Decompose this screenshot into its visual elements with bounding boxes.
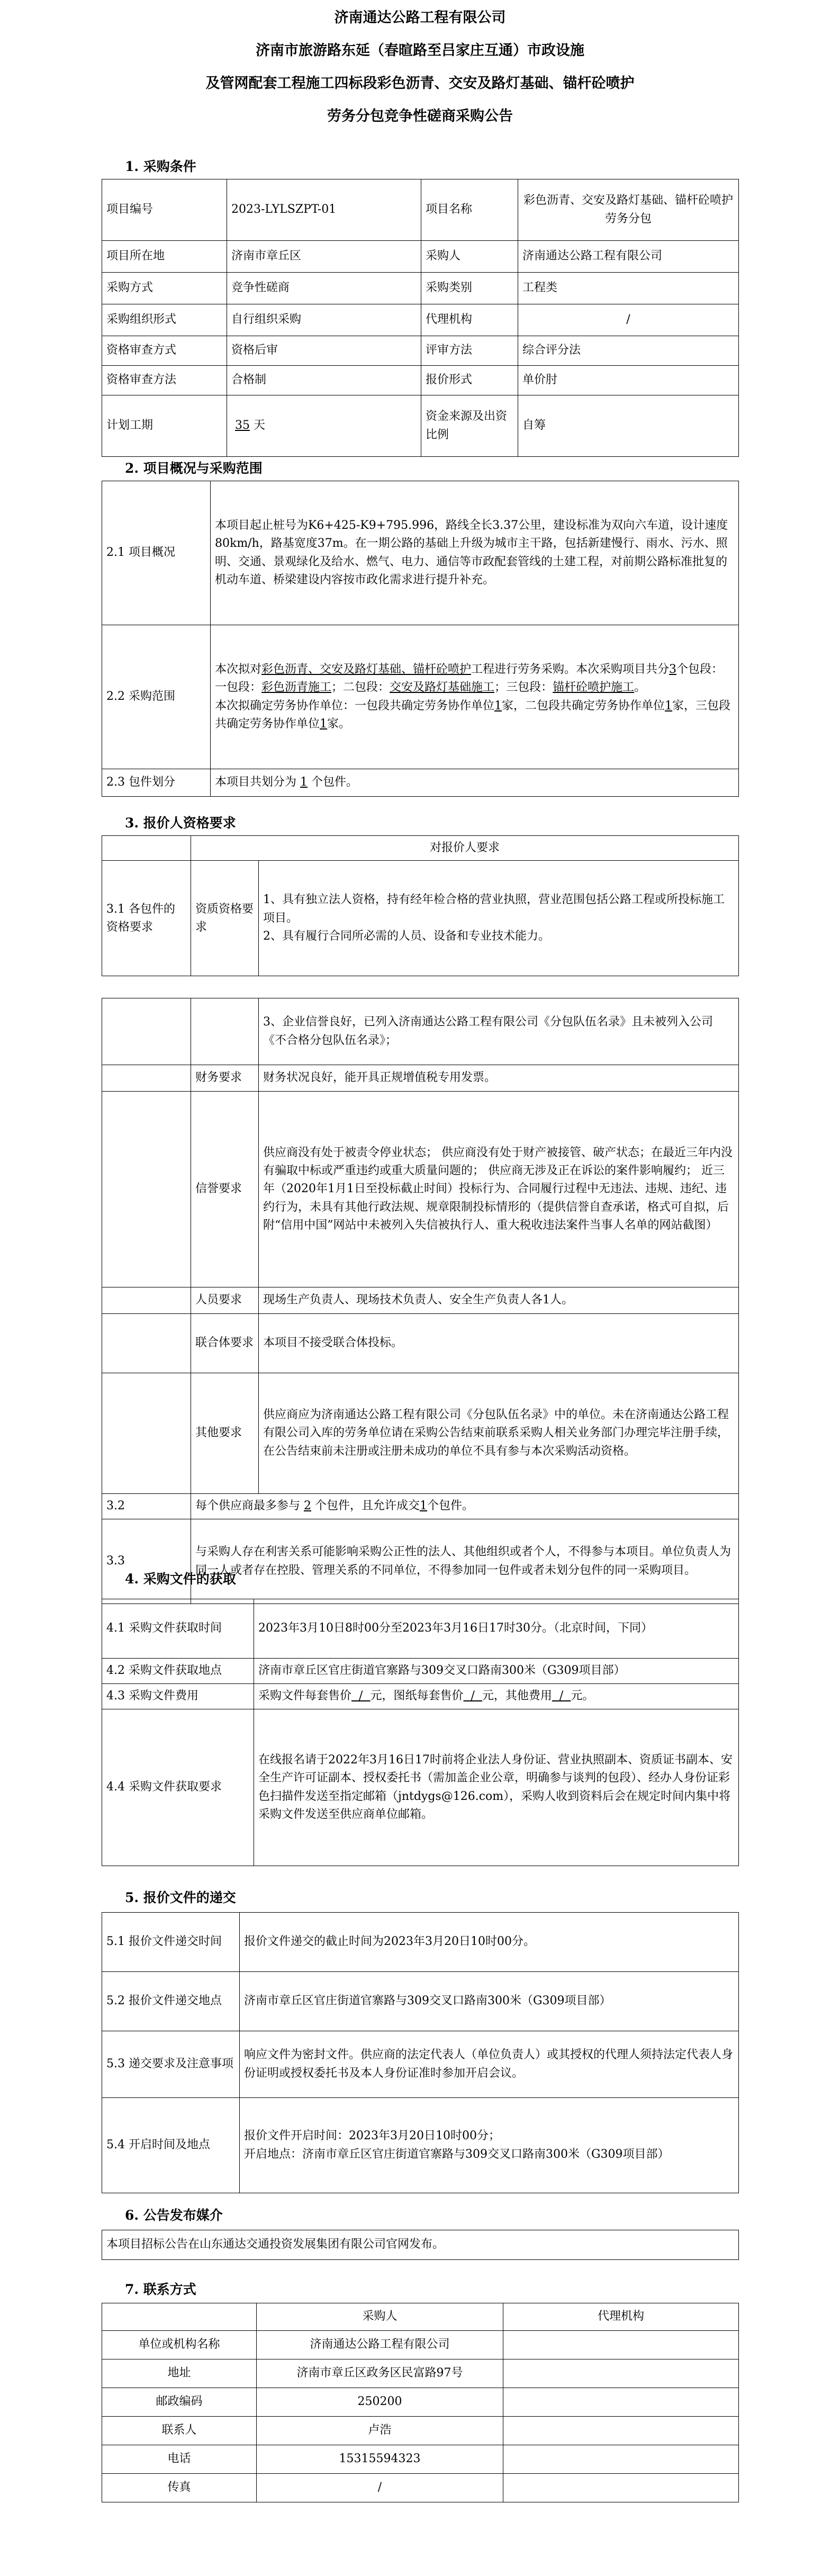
qualification-header: 对报价人要求 [191, 836, 739, 861]
opening-text [240, 2098, 739, 2193]
contact-label: 邮政编码 [102, 2388, 257, 2417]
project-overview-table [102, 481, 739, 797]
duration-cell [227, 395, 421, 457]
scope-unit-count-1: 1 [494, 699, 502, 713]
org-value: 自行组织采购 [227, 304, 421, 336]
personnel-text: 现场生产负责人、现场技术负责人、安全生产负责人各1人。 [259, 1287, 739, 1314]
contact-purchaser: 15315594323 [257, 2445, 503, 2474]
rule-3-2-text [191, 1494, 739, 1519]
scope-works: 彩色沥青、交安及路灯基础、锚杆砼喷护 [261, 663, 472, 677]
rule-text-part: 每个供应商最多参与 [195, 1499, 301, 1513]
quote-label: 报价形式 [421, 366, 518, 395]
table-row [102, 1373, 739, 1494]
document-fee-value: / [359, 1689, 363, 1703]
scope-text-part: 家。 [327, 717, 351, 731]
blank-cell [102, 1287, 191, 1314]
scope-text-part: 家，二包段共确定劳务协作单位 [502, 699, 665, 713]
contact-agency [503, 2474, 739, 2502]
rule-3-3-label: 3.3 [102, 1519, 191, 1604]
contact-agency [503, 2359, 739, 2388]
title-line-1: 济南市旅游路东延（春暄路至吕家庄互通）市政设施 [256, 42, 584, 59]
table-row [102, 366, 739, 395]
contact-table [102, 2303, 739, 2502]
blank-cell [102, 1092, 191, 1287]
location-value: 济南市章丘区 [227, 241, 421, 273]
overview-text: 本项目起止桩号为K6+425-K9+795.996，路线全长3.37公里，建设标准为双向六车道，设计速度80km/h，路基宽度37m。在一期公路的基础上升级为城市主干路，包括新建慢行、雨水、污水、照明、交通、景观绿化及给水、燃气、电力、通信等市政配套管线的土建工程，对前期公路标准批复的机动车道、桥梁建设内容按市政化需求进行提升补充。 [211, 481, 739, 625]
consortium-label: 联合体要求 [191, 1314, 259, 1373]
other-text: 供应商应为济南通达公路工程有限公司《分包队伍名录》中的单位。未在济南通达公路工程有限公司入库的劳务单位请在采购公告结束前联系采购人相关业务部门办理完毕注册手续，在公告结束前未注册或注册未成功的单位不具有参与本次采购活动资格。 [259, 1373, 739, 1494]
contact-purchaser: 济南通达公路工程有限公司 [257, 2331, 503, 2359]
project-no-label: 项目编号 [102, 179, 227, 241]
method-value: 竞争性磋商 [227, 273, 421, 304]
contact-label: 单位或机构名称 [102, 2331, 257, 2359]
table-row [102, 304, 739, 336]
table-row [102, 1599, 739, 1659]
finance-text: 财务状况良好，能开具正规增值税专用发票。 [259, 1065, 739, 1092]
submission-place: 济南市章丘区官庄街道官寨路与309交叉口路南300米（G309项目部） [240, 1972, 739, 2031]
scope-text [211, 625, 739, 769]
package-label: 2.3 包件划分 [102, 769, 211, 797]
scope-package-count: 3 [669, 663, 677, 677]
qualification-requirements [259, 861, 739, 976]
table-row [102, 1709, 739, 1866]
submission-place-label: 5.2 报价文件递交地点 [102, 1972, 240, 2031]
package-text [211, 769, 739, 797]
fee-text-part: 采购文件每套售价 [258, 1689, 352, 1703]
scope-unit-count-2: 1 [665, 699, 673, 713]
fee-text [254, 1684, 739, 1709]
table-row [102, 2303, 739, 2331]
duration-value: 35 [235, 419, 250, 433]
document-acquisition-table [102, 1599, 739, 1866]
table-row [102, 2098, 739, 2193]
scope-text-part: 家，三包段共确定劳务协作单位 [215, 699, 731, 731]
scope-text-part: ；二包段： [331, 681, 390, 695]
contact-label: 传真 [102, 2474, 257, 2502]
drawing-fee [463, 1689, 482, 1703]
quote-value: 单价肘 [518, 366, 739, 395]
duration-label: 计划工期 [102, 395, 227, 457]
purchaser-label: 采购人 [421, 241, 518, 273]
agency-label: 代理机构 [421, 304, 518, 336]
qualification-sub-label: 资质资格要求 [191, 861, 259, 976]
opening-place: 开启地点：济南市章丘区官庄街道官寨路与309交叉口路南300米（G309项目部） [244, 2147, 670, 2161]
scope-text-part: 本次拟对 [215, 663, 262, 677]
scope-package-1: 彩色沥青施工 [261, 681, 332, 695]
fee-text-part: 元。 [571, 1689, 594, 1703]
table-row [102, 2331, 739, 2359]
blank-cell [102, 836, 191, 861]
drawing-fee-value: / [471, 1689, 475, 1703]
package-count: 1 [300, 776, 308, 789]
agency-value: / [518, 304, 739, 336]
purchaser-value: 济南通达公路工程有限公司 [518, 241, 739, 273]
package-text-part: 个包件。 [311, 776, 358, 789]
table-row [102, 395, 739, 457]
rule-text-part: 个包件，且允许成交 [315, 1499, 420, 1513]
project-name-value: 彩色沥青、交安及路灯基础、锚杆砼喷护劳务分包 [518, 179, 739, 241]
contact-purchaser: 济南市章丘区政务区民富路97号 [257, 2359, 503, 2388]
method-label: 采购方式 [102, 273, 227, 304]
table-row [102, 1092, 739, 1287]
table-row [102, 1659, 739, 1684]
qualification-label: 3.1 各包件的资格要求 [102, 861, 191, 976]
qual-method-label: 资格审查方法 [102, 366, 227, 395]
scope-text-part: ；三包段： [494, 681, 553, 695]
contact-agency [503, 2417, 739, 2445]
table-row [102, 998, 739, 1065]
other-label: 其他要求 [191, 1373, 259, 1494]
qual-form-value: 资格后审 [227, 336, 421, 366]
project-no-value: 2023-LYLSZPT-01 [227, 179, 421, 241]
consortium-text: 本项目不接受联合体投标。 [259, 1314, 739, 1373]
eval-label: 评审方法 [421, 336, 518, 366]
acquisition-requirement-label: 4.4 采购文件获取要求 [102, 1709, 254, 1866]
table-row [102, 1494, 739, 1519]
table-row [102, 1519, 739, 1604]
table-row [102, 336, 739, 366]
rule-text-part: 个包件。 [427, 1499, 474, 1513]
title-line-2: 及管网配套工程施工四标段彩色沥青、交安及路灯基础、锚杆砼喷护 [205, 75, 635, 92]
table-row [102, 481, 739, 625]
table-row [102, 1972, 739, 2031]
col-purchaser: 采购人 [257, 2303, 503, 2331]
acquisition-requirement: 在线报名请于2022年3月16日17时前将企业法人身份证、营业执照副本、资质证书副本、安全生产许可证副本、授权委托书（需加盖企业公章，明确参与谈判的包段）、经办人身份证彩色扫描件发送至指定邮箱（jntdygs@126.com），采购人收到资料后会在规定时间内集中将采购文件发送至供应商单位邮箱。 [254, 1709, 739, 1866]
table-row [102, 1314, 739, 1373]
table-row [102, 241, 739, 273]
project-name-label: 项目名称 [421, 179, 518, 241]
blank-cell [102, 2303, 257, 2331]
personnel-label: 人员要求 [191, 1287, 259, 1314]
media-text: 本项目招标公告在山东通达交通投资发展集团有限公司官网发布。 [102, 2230, 739, 2260]
table-row [102, 273, 739, 304]
rule-3-3-text: 与采购人存在利害关系可能影响采购公正性的法人、其他组织或者个人，不得参与本项目。单位负责人为同一人或者存在控股、管理关系的不同单位，不得参加同一包件或者未划分包件的同一采购项目。 [191, 1519, 739, 1604]
blank-cell [191, 998, 259, 1065]
table-row [102, 2474, 739, 2502]
scope-text-part: 工程进行劳务采购。本次采购项目共分 [471, 663, 670, 677]
package-text-part: 本项目共划分为 [215, 776, 297, 789]
contact-agency [503, 2331, 739, 2359]
table-row [102, 1913, 739, 1972]
other-fee [552, 1689, 571, 1703]
procurement-conditions-table [102, 179, 739, 457]
fund-value: 自筹 [518, 395, 739, 457]
fee-label: 4.3 采购文件费用 [102, 1684, 254, 1709]
table-row [102, 2031, 739, 2098]
table-row [102, 2359, 739, 2388]
fund-label: 资金来源及出资比例 [421, 395, 518, 457]
scope-text-part: 个包段：一包段： [215, 663, 724, 695]
blank-cell [102, 1314, 191, 1373]
contact-label: 联系人 [102, 2417, 257, 2445]
opening-label: 5.4 开启时间及地点 [102, 2098, 240, 2193]
scope-package-2: 交安及路灯基础施工 [390, 681, 495, 695]
scope-unit-count-3: 1 [320, 717, 328, 731]
section-4-heading: 4. 采购文件的获取 [125, 1571, 236, 1587]
deadline-text: 报价文件递交的截止时间为2023年3月20日10时00分。 [240, 1913, 739, 1972]
category-label: 采购类别 [421, 273, 518, 304]
contact-agency [503, 2388, 739, 2417]
scope-text-part: 。 [634, 681, 646, 695]
table-row [102, 2417, 739, 2445]
contact-purchaser: / [257, 2474, 503, 2502]
acquisition-time: 2023年3月10日8时00分至2023年3月16日17时30分。（北京时间，下同） [254, 1599, 739, 1659]
submission-table [102, 1912, 739, 2193]
rule-3-2-label: 3.2 [102, 1494, 191, 1519]
section-2-heading: 2. 项目概况与采购范围 [125, 461, 263, 476]
section-6-heading: 6. 公告发布媒介 [125, 2208, 223, 2223]
table-row [102, 769, 739, 797]
title-line-3: 劳务分包竞争性磋商采购公告 [327, 108, 513, 124]
other-fee-value: / [559, 1689, 564, 1703]
contact-agency [503, 2445, 739, 2474]
col-agency: 代理机构 [503, 2303, 739, 2331]
media-table [102, 2230, 739, 2260]
section-3-heading: 3. 报价人资格要求 [125, 815, 236, 831]
requirement-3: 3、企业信誉良好，已列入济南通达公路工程有限公司《分包队伍名录》且未被列入公司《不合格分包队伍名录》； [259, 998, 739, 1065]
fee-text-part: 元，图纸每套售价 [370, 1689, 464, 1703]
opening-time: 报价文件开启时间：2023年3月20日10时00分； [244, 2129, 500, 2143]
qualification-table-a [102, 835, 739, 976]
requirement-1: 1、具有独立法人资格，持有经年检合格的营业执照，营业范围包括公路工程或所投标施工项目。 [263, 893, 725, 925]
scope-label: 2.2 采购范围 [102, 625, 211, 769]
contact-label: 地址 [102, 2359, 257, 2388]
notes-text: 响应文件为密封文件。供应商的法定代表人（单位负责人）或其授权的代理人须持法定代表人身份证明或授权委托书及本人身份证准时参加开启会议。 [240, 2031, 739, 2098]
table-row [102, 625, 739, 769]
finance-label: 财务要求 [191, 1065, 259, 1092]
table-row [102, 2388, 739, 2417]
qual-method-value: 合格制 [227, 366, 421, 395]
duration-unit: 天 [254, 419, 266, 433]
table-row [102, 836, 739, 861]
deadline-label: 5.1 报价文件递交时间 [102, 1913, 240, 1972]
location-label: 项目所在地 [102, 241, 227, 273]
scope-package-3: 锚杆砼喷护施工 [553, 681, 635, 695]
section-7-heading: 7. 联系方式 [125, 2282, 196, 2297]
contact-purchaser: 卢浩 [257, 2417, 503, 2445]
table-row [102, 2230, 739, 2260]
blank-cell [102, 1373, 191, 1494]
eval-value: 综合评分法 [518, 336, 739, 366]
contact-label: 电话 [102, 2445, 257, 2474]
company-header: 济南通达公路工程有限公司 [334, 10, 506, 26]
document-fee [351, 1689, 370, 1703]
allowed-awards: 1 [420, 1499, 428, 1513]
credit-label: 信誉要求 [191, 1092, 259, 1287]
table-row [102, 2445, 739, 2474]
qual-form-label: 资格审查方式 [102, 336, 227, 366]
org-label: 采购组织形式 [102, 304, 227, 336]
acquisition-place-label: 4.2 采购文件获取地点 [102, 1659, 254, 1684]
fee-text-part: 元，其他费用 [482, 1689, 552, 1703]
acquisition-place: 济南市章丘区官庄街道官寨路与309交叉口路南300米（G309项目部） [254, 1659, 739, 1684]
section-5-heading: 5. 报价文件的递交 [125, 1890, 236, 1905]
table-row [102, 1287, 739, 1314]
acquisition-time-label: 4.1 采购文件获取时间 [102, 1599, 254, 1659]
table-row [102, 861, 739, 976]
scope-text-part: 本次拟确定劳务协作单位：一包段共确定劳务协作单位 [215, 699, 495, 713]
max-packages: 2 [304, 1499, 312, 1513]
table-row [102, 1684, 739, 1709]
credit-text: 供应商没有处于被责令停业状态； 供应商没有处于财产被接管、破产状态；在最近三年内没有骗取中标或严重违约或重大质量问题的； 供应商无涉及正在诉讼的案件影响履约； 近三年（2020年1月1日至投标截止时间）投标行为、合同履行过程中无违法、违规、违纪、违约行为，未具有其他行政法规、规章限制投标情形的（提供信誉自查承诺，格式可自拟，后附“信用中国”网站中未被列入失信被执行人、重大税收违法案件当事人名单的网站截图） [259, 1092, 739, 1287]
overview-label: 2.1 项目概况 [102, 481, 211, 625]
blank-cell [102, 998, 191, 1065]
qualification-table-b [102, 998, 739, 1604]
category-value: 工程类 [518, 273, 739, 304]
blank-cell [102, 1065, 191, 1092]
contact-purchaser: 250200 [257, 2388, 503, 2417]
table-row [102, 1065, 739, 1092]
requirement-2: 2、具有履行合同所必需的人员、设备和专业技术能力。 [263, 929, 550, 943]
table-row [102, 179, 739, 241]
notes-label: 5.3 递交要求及注意事项 [102, 2031, 240, 2098]
section-1-heading: 1. 采购条件 [125, 159, 196, 174]
